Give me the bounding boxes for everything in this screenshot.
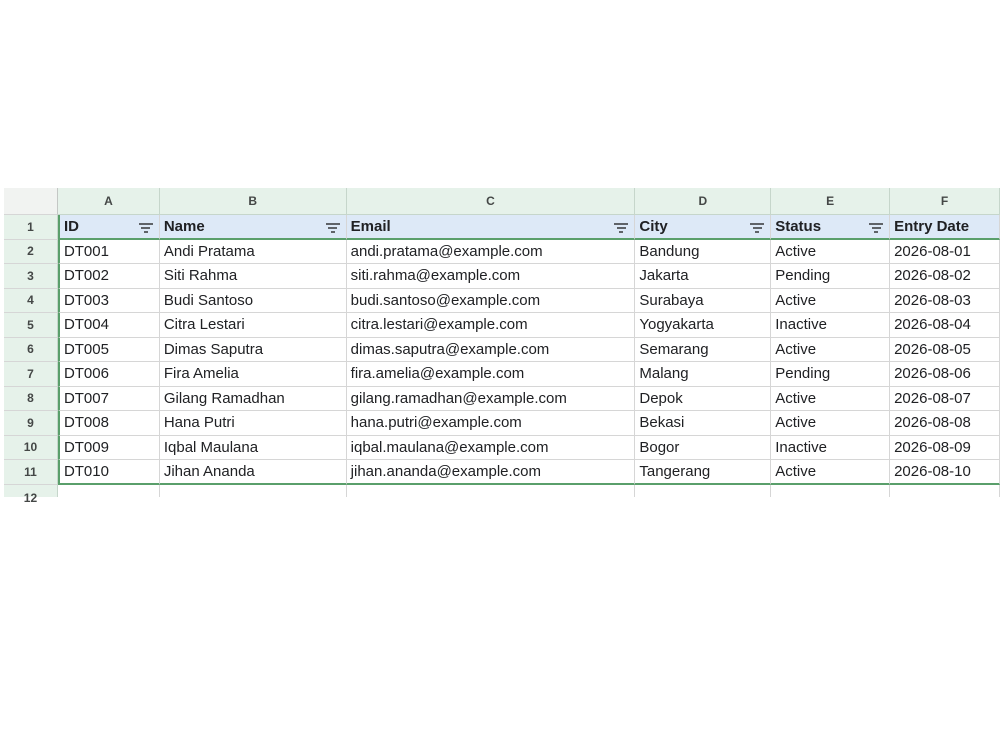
cell-name[interactable]: Citra Lestari [160, 313, 347, 338]
table-row [4, 313, 1000, 338]
cell-city[interactable]: Bogor [635, 436, 771, 461]
column-header-a[interactable]: A [58, 188, 160, 215]
cell-email[interactable]: siti.rahma@example.com [347, 264, 636, 289]
table-row [4, 411, 1000, 436]
cell[interactable] [635, 485, 771, 497]
cell-name[interactable]: Gilang Ramadhan [160, 387, 347, 412]
column-header-d[interactable]: D [635, 188, 771, 215]
column-header-f[interactable]: F [890, 188, 1000, 215]
spreadsheet-grid [4, 188, 1000, 505]
row-number[interactable]: 2 [4, 240, 58, 265]
cell-city[interactable]: Jakarta [635, 264, 771, 289]
cell-id[interactable]: DT004 [58, 313, 160, 338]
cell-status[interactable]: Pending [771, 362, 890, 387]
header-cell-status[interactable] [771, 215, 890, 240]
cell-entry-date[interactable]: 2026-08-05 [890, 338, 1000, 363]
cell-status[interactable]: Active [771, 338, 890, 363]
cell-entry-date[interactable]: 2026-08-07 [890, 387, 1000, 412]
row-number[interactable] [4, 485, 58, 505]
header-label: Status [775, 217, 822, 235]
header-label: Email [350, 217, 391, 235]
cell-id[interactable]: DT008 [58, 411, 160, 436]
row-number[interactable]: 11 [4, 460, 58, 485]
row-number[interactable]: 6 [4, 338, 58, 363]
cell-status[interactable]: Inactive [771, 436, 890, 461]
cell-name[interactable]: Siti Rahma [160, 264, 347, 289]
cell-status[interactable]: Active [771, 240, 890, 265]
table-row [4, 387, 1000, 412]
cell-id[interactable]: DT001 [58, 240, 160, 265]
cell-email[interactable]: gilang.ramadhan@example.com [347, 387, 636, 412]
cell-name[interactable]: Fira Amelia [160, 362, 347, 387]
cell-city[interactable]: Bekasi [635, 411, 771, 436]
header-cell-city[interactable] [635, 215, 771, 240]
data-rows [4, 240, 1000, 485]
row-number[interactable]: 10 [4, 436, 58, 461]
cell-status[interactable]: Active [771, 460, 890, 485]
column-header-b[interactable]: B [160, 188, 347, 215]
header-cell-email[interactable] [347, 215, 636, 240]
filter-icon[interactable] [326, 223, 340, 233]
cell-entry-date[interactable]: 2026-08-10 [890, 460, 1000, 485]
cell-city[interactable]: Surabaya [635, 289, 771, 314]
cell-email[interactable]: hana.putri@example.com [347, 411, 636, 436]
cell-id[interactable]: DT002 [58, 264, 160, 289]
cell-status[interactable]: Active [771, 289, 890, 314]
header-cell-id[interactable] [58, 215, 160, 240]
cell-entry-date[interactable]: 2026-08-08 [890, 411, 1000, 436]
cell-city[interactable]: Tangerang [635, 460, 771, 485]
cell-email[interactable]: dimas.saputra@example.com [347, 338, 636, 363]
cell-name[interactable]: Budi Santoso [160, 289, 347, 314]
header-label: Entry Date [894, 217, 970, 235]
cell-email[interactable]: andi.pratama@example.com [347, 240, 636, 265]
cell-entry-date[interactable]: 2026-08-09 [890, 436, 1000, 461]
cell-email[interactable]: jihan.ananda@example.com [347, 460, 636, 485]
cell-status[interactable]: Pending [771, 264, 890, 289]
table-row [4, 264, 1000, 289]
cell-entry-date[interactable]: 2026-08-03 [890, 289, 1000, 314]
cell-id[interactable]: DT010 [58, 460, 160, 485]
cell-entry-date[interactable]: 2026-08-01 [890, 240, 1000, 265]
cell[interactable] [771, 485, 890, 497]
cell-entry-date[interactable]: 2026-08-02 [890, 264, 1000, 289]
select-all-corner[interactable] [4, 188, 58, 215]
cell-entry-date[interactable]: 2026-08-04 [890, 313, 1000, 338]
cell-email[interactable]: fira.amelia@example.com [347, 362, 636, 387]
header-cell-entry-date[interactable] [890, 215, 1000, 240]
cell-email[interactable]: citra.lestari@example.com [347, 313, 636, 338]
column-header-e[interactable]: E [771, 188, 890, 215]
cell-city[interactable]: Depok [635, 387, 771, 412]
cell-name[interactable]: Andi Pratama [160, 240, 347, 265]
row-number[interactable]: 5 [4, 313, 58, 338]
cell-id[interactable]: DT009 [58, 436, 160, 461]
cell-city[interactable]: Bandung [635, 240, 771, 265]
filter-icon[interactable] [750, 223, 764, 233]
cell-name[interactable]: Dimas Saputra [160, 338, 347, 363]
column-header-row [4, 188, 1000, 215]
table-row [4, 289, 1000, 314]
cell[interactable] [58, 485, 160, 497]
cell[interactable] [890, 485, 1000, 497]
table-row [4, 460, 1000, 485]
filter-icon[interactable] [614, 223, 628, 233]
cell-city[interactable]: Yogyakarta [635, 313, 771, 338]
cell-status[interactable]: Active [771, 411, 890, 436]
cell-id[interactable]: DT007 [58, 387, 160, 412]
table-row [4, 362, 1000, 387]
table-row [4, 436, 1000, 461]
cell-entry-date[interactable]: 2026-08-06 [890, 362, 1000, 387]
filter-icon[interactable] [869, 223, 883, 233]
cell-id[interactable]: DT006 [58, 362, 160, 387]
row-number[interactable]: 3 [4, 264, 58, 289]
row-number[interactable]: 4 [4, 289, 58, 314]
cell[interactable] [160, 485, 347, 497]
cell-email[interactable]: iqbal.maulana@example.com [347, 436, 636, 461]
cell-city[interactable]: Semarang [635, 338, 771, 363]
cell-name[interactable]: Jihan Ananda [160, 460, 347, 485]
table-row-partial [4, 485, 1000, 505]
cell-name[interactable]: Iqbal Maulana [160, 436, 347, 461]
row-number-label: 12 [23, 490, 38, 505]
cell[interactable] [347, 485, 636, 497]
row-number[interactable]: 1 [4, 215, 58, 240]
filter-icon[interactable] [139, 223, 153, 233]
cell-email[interactable]: budi.santoso@example.com [347, 289, 636, 314]
table-row [4, 240, 1000, 265]
cell-city[interactable]: Malang [635, 362, 771, 387]
header-cell-name[interactable] [160, 215, 347, 240]
header-label: ID [63, 217, 79, 235]
header-row [4, 215, 1000, 240]
cell-status[interactable]: Active [771, 387, 890, 412]
cell-status[interactable]: Inactive [771, 313, 890, 338]
row-number[interactable]: 7 [4, 362, 58, 387]
table-row [4, 338, 1000, 363]
header-label: City [639, 217, 668, 235]
cell-name[interactable]: Hana Putri [160, 411, 347, 436]
cell-id[interactable]: DT005 [58, 338, 160, 363]
column-header-c[interactable]: C [347, 188, 636, 215]
row-number[interactable]: 8 [4, 387, 58, 412]
row-number[interactable]: 9 [4, 411, 58, 436]
header-label: Name [163, 217, 205, 235]
cell-id[interactable]: DT003 [58, 289, 160, 314]
